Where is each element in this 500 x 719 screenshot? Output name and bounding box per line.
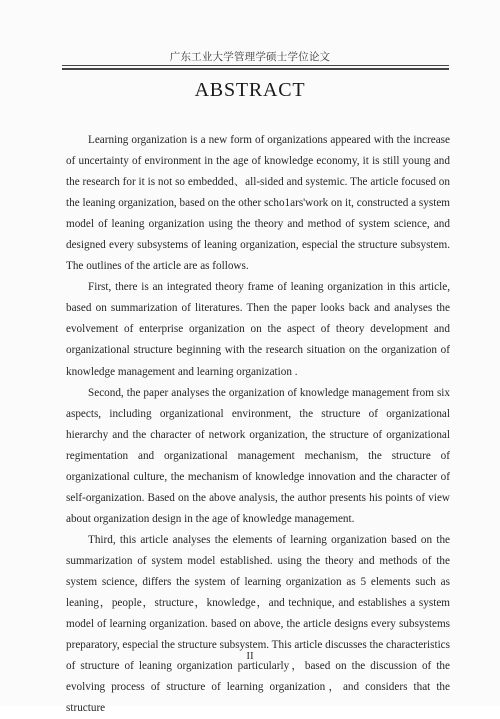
paragraph-first: First, there is an integrated theory frame of leaning organization in this article, based on summarization of literatures. Then the paper looks back and analyses the evolvement of enterprise organization on the aspect of theory development and organizational structure beginning with the research situation on the organization of knowledge management and learning organization . <box>66 281 450 378</box>
paragraph-second: Second, the paper analyses the organization of knowledge management from six aspects, including organizational environment, the structure of organizational hierarchy and the character of network organization, the structure of organizational regimentation and organizational management mechanism, the structure of organizational culture, the mechanism of knowledge innovation and the character of self-organization. Based on the above analysis, the author presents his points of view about organization design in the age of knowledge management. <box>66 386 450 525</box>
abstract-title: ABSTRACT <box>194 79 306 101</box>
running-header: 广东工业大学管理学硕士学位论文 <box>169 51 331 63</box>
paragraph-intro: Learning organization is a new form of organizations appeared with the increase of uncertainty of environment in the age of knowledge economy, it is still young and the research for it is not so embedded、all-sided and systemic. The article focused on the leaning organization, based on the other scho1ars'work on it, constructed a system model of leaning organization using the theory and method of system science, and designed every subsystems of leaning organization, especial the structure subsystem. The outlines of the article are as follows. <box>66 134 450 273</box>
abstract-body <box>66 130 450 719</box>
header-rule-thick <box>62 68 449 70</box>
page-number: II <box>246 650 254 662</box>
paragraph-third: Third, this article analyses the elements of learning organization based on the summarization of system model established. using the theory and methods of the system science, differs the system of learning organization as 5 elements such as leaning，people，structure，knowledge，and technique, and establishes a system model of learning organization. based on above, the article designs every subsystems preparatory, especial the structure subsystem. This article discusses the characteristics of structure of leaning organization particularly，based on the discussion of the evolving process of structure of learning organization，and considers that the structure <box>66 533 450 715</box>
header-rule-thin <box>62 65 449 66</box>
